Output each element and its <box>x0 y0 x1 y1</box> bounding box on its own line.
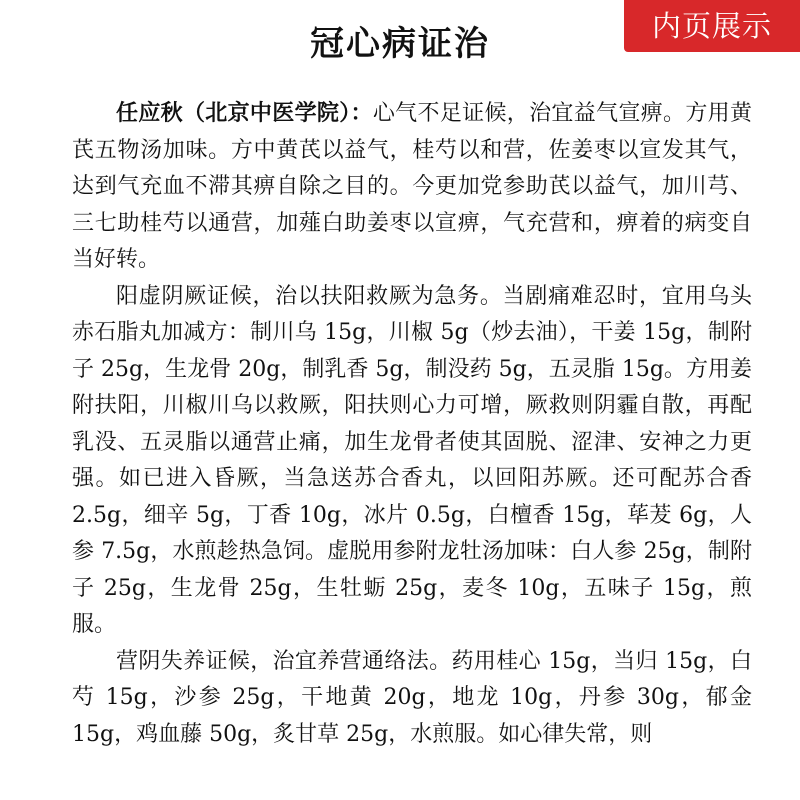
page-title: 冠心病证治 <box>310 24 490 64</box>
paragraph-1-text: 心气不足证候，治宜益气宣痹。方用黄芪五物汤加味。方中黄芪以益气，桂芍以和营，佐姜枣以宣发其气，达到气充血不滞其痹自除之目的。今更加党参助芪以益气，加川芎、三七助桂芍以通营，加薤白助姜枣以宣痹，气充营和，痹着的病变自当好转。 <box>72 101 752 272</box>
paragraph-3: 营阴失养证候，治宜养营通络法。药用桂心 15g，当归 15g，白芍 15g，沙参 25g，干地黄 20g，地龙 10g，丹参 30g，郁金 15g，鸡血藤 50g，炙甘草 25g，水煎服。如心律失常，则 <box>72 648 752 747</box>
paragraph-1 <box>72 96 752 279</box>
inner-page-badge: 内页展示 <box>624 0 800 52</box>
paragraph-2: 阳虚阴厥证候，治以扶阳救厥为急务。当剧痛难忍时，宜用乌头赤石脂丸加减方：制川乌 15g，川椒 5g（炒去油），干姜 15g，制附子 25g，生龙骨 20g，制乳香 5g，制没药 5g，五灵脂 15g。方用姜附扶阳，川椒川乌以救厥，阳扶则心力可增，厥救则阴霾自散，再配乳没、五灵脂以通营止痛，加生龙骨者使其固脱、涩津、安神之力更强。如已进入昏厥，当急送苏合香丸，以回阳苏厥。还可配苏合香 2.5g，细辛 5g，丁香 10g，冰片 0.5g，白檀香 15g，荜茇 6g，人参 7.5g，水煎趁热急饲。虚脱用参附龙牡汤加味：白人参 25g，制附子 25g，生龙骨 25g，生牡蛎 25g，麦冬 10g，五味子 15g，煎服。 <box>72 283 752 637</box>
article-body <box>72 96 752 753</box>
speaker-name: 任应秋（北京中医学院）： <box>116 101 373 126</box>
